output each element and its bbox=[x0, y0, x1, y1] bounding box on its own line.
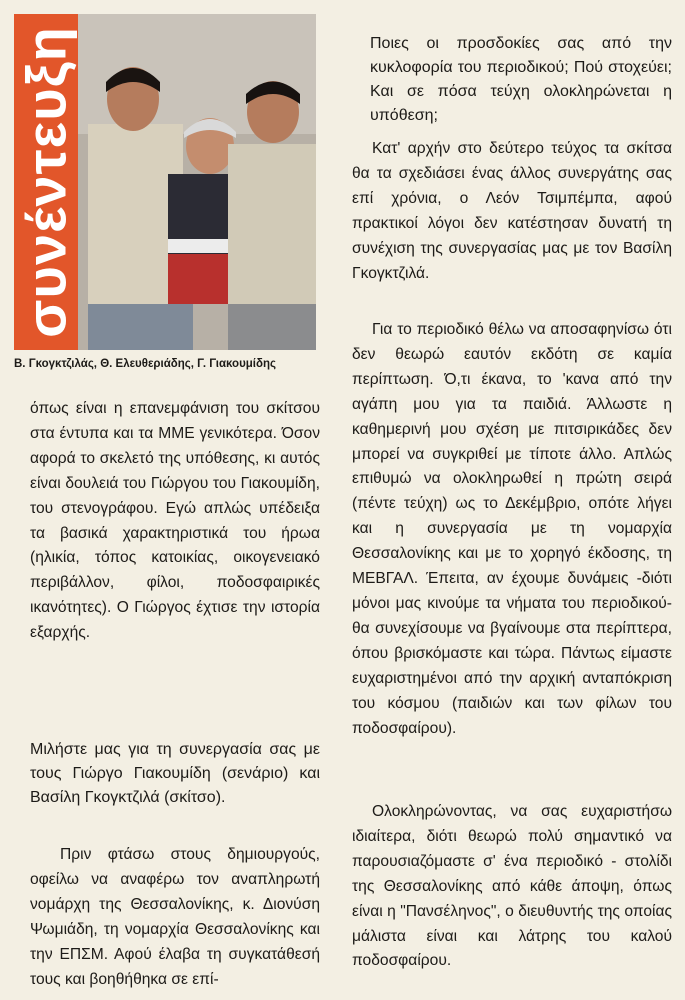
section-tag bbox=[14, 14, 78, 350]
right-column-paragraph-2 bbox=[352, 318, 672, 741]
right-column-paragraph-3 bbox=[352, 800, 672, 974]
question-text: Μιλήστε μας για τη συνεργασία σας με τους Γιώργο Γιακουμίδη (σενάριο) και Βασίλη Γκογκτζιλά (σκίτσο). bbox=[30, 741, 320, 806]
interview-question bbox=[30, 738, 320, 810]
paragraph: Πριν φτάσω στους δημιουργούς, οφείλω να αναφέρω τον αναπληρωτή νομάρχη της Θεσσαλονίκης, κ. Διονύση Ψωμιάδη, τη νομαρχία Θεσσαλονίκης και την ΕΠΣΜ. Αφού έλαβα τη συγκατάθεσή τους και βοηθήθηκα σε επί- bbox=[30, 846, 320, 988]
interview-photo bbox=[14, 14, 316, 350]
left-column-body bbox=[30, 397, 320, 646]
paragraph: όπως είναι η επανεμφάνιση του σκίτσου στα έντυπα και τα ΜΜΕ γενικότερα. Όσον αφορά το σκελετό της υπόθεσης, κι αυτός είναι δουλειά του Γιώργου του Γιακουμίδη, του στενογράφου. Εγώ απλώς υπέδειξα τα βασικά χαρακτηριστικά του ήρωα (ηλικία, τόπος κατοικίας, οικογενειακό περιβάλλον, φίλοι, ποδοσφαιρικές ικανότητες). Ο Γιώργος έχτισε την ιστορία εξαρχής. bbox=[30, 400, 320, 642]
question-text: Ποιες οι προσδοκίες σας από την κυκλοφορία του περιοδικού; Πού στοχεύει; Και σε πόσα τεύχη ολοκληρώνεται η υπόθεση; bbox=[370, 35, 672, 124]
left-column-answer bbox=[30, 843, 320, 992]
photo-caption: Β. Γκογκτζιλάς, Θ. Ελευθεριάδης, Γ. Γιακουμίδης bbox=[14, 358, 276, 370]
paragraph: Για το περιοδικό θέλω να αποσαφηνίσω ότι δεν θεωρώ εαυτόν εκδότη σε καμία περίπτωση. Ό,τι έκανα, το 'κανα από την αγάπη μου για τα παιδιά. Άλλωστε η καθημερινή μου σχέση με πιτσιρικάδες δεν μπορεί να συγκριθεί με τίποτε άλλο. Απλώς επιθυμώ να ολοκληρωθεί η πρώτη σειρά (πέντε τεύχη) ως το Δεκέμβριο, οπότε λήγει και η συνεργασία με τη νομαρχία Θεσσαλονίκης και με το χορηγό έκδοσης, τη ΜΕΒΓΑΛ. Έπειτα, αν έχουμε δυνάμεις -διότι μόνοι μας κινούμε τα νήματα του περιοδικού- θα συνεχίσουμε να βγαίνουμε στα περίπτερα, όπου βρισκόμαστε και τώρα. Πάντως είμαστε ευχαριστημένοι από την αρχική ανταπόκριση του κόσμου (παιδιών και των φίλων του ποδοσφαίρου). bbox=[352, 321, 672, 737]
paragraph: Ολοκληρώνοντας, να σας ευχαριστήσω ιδιαίτερα, διότι θεωρώ πολύ σημαντικό να παρουσιαζόμαστε σ' ένα περιοδικό - στολίδι της Θεσσαλονίκης από κάθε άποψη, όπως είναι η "Πανσέληνος", ο διευθυντής της οποίας μάλιστα είναι και λάτρης του καλού ποδοσφαίρου. bbox=[352, 803, 672, 970]
section-tag-label: συνέντευξη bbox=[14, 26, 78, 338]
interview-question bbox=[370, 32, 672, 128]
right-column-paragraph-1 bbox=[352, 137, 672, 286]
paragraph: Κατ' αρχήν στο δεύτερο τεύχος τα σκίτσα θα τα σχεδιάσει ένας άλλος συνεργάτης σας επί χρόνια, ο Λεόν Τσιμπέμπα, αφού πρακτικοί λόγοι δεν κατέστησαν δυνατή τη συνέχιση της συνεργασίας μας με τον Βασίλη Γκογκτζιλά. bbox=[352, 140, 672, 282]
photo-illustration bbox=[78, 14, 316, 350]
